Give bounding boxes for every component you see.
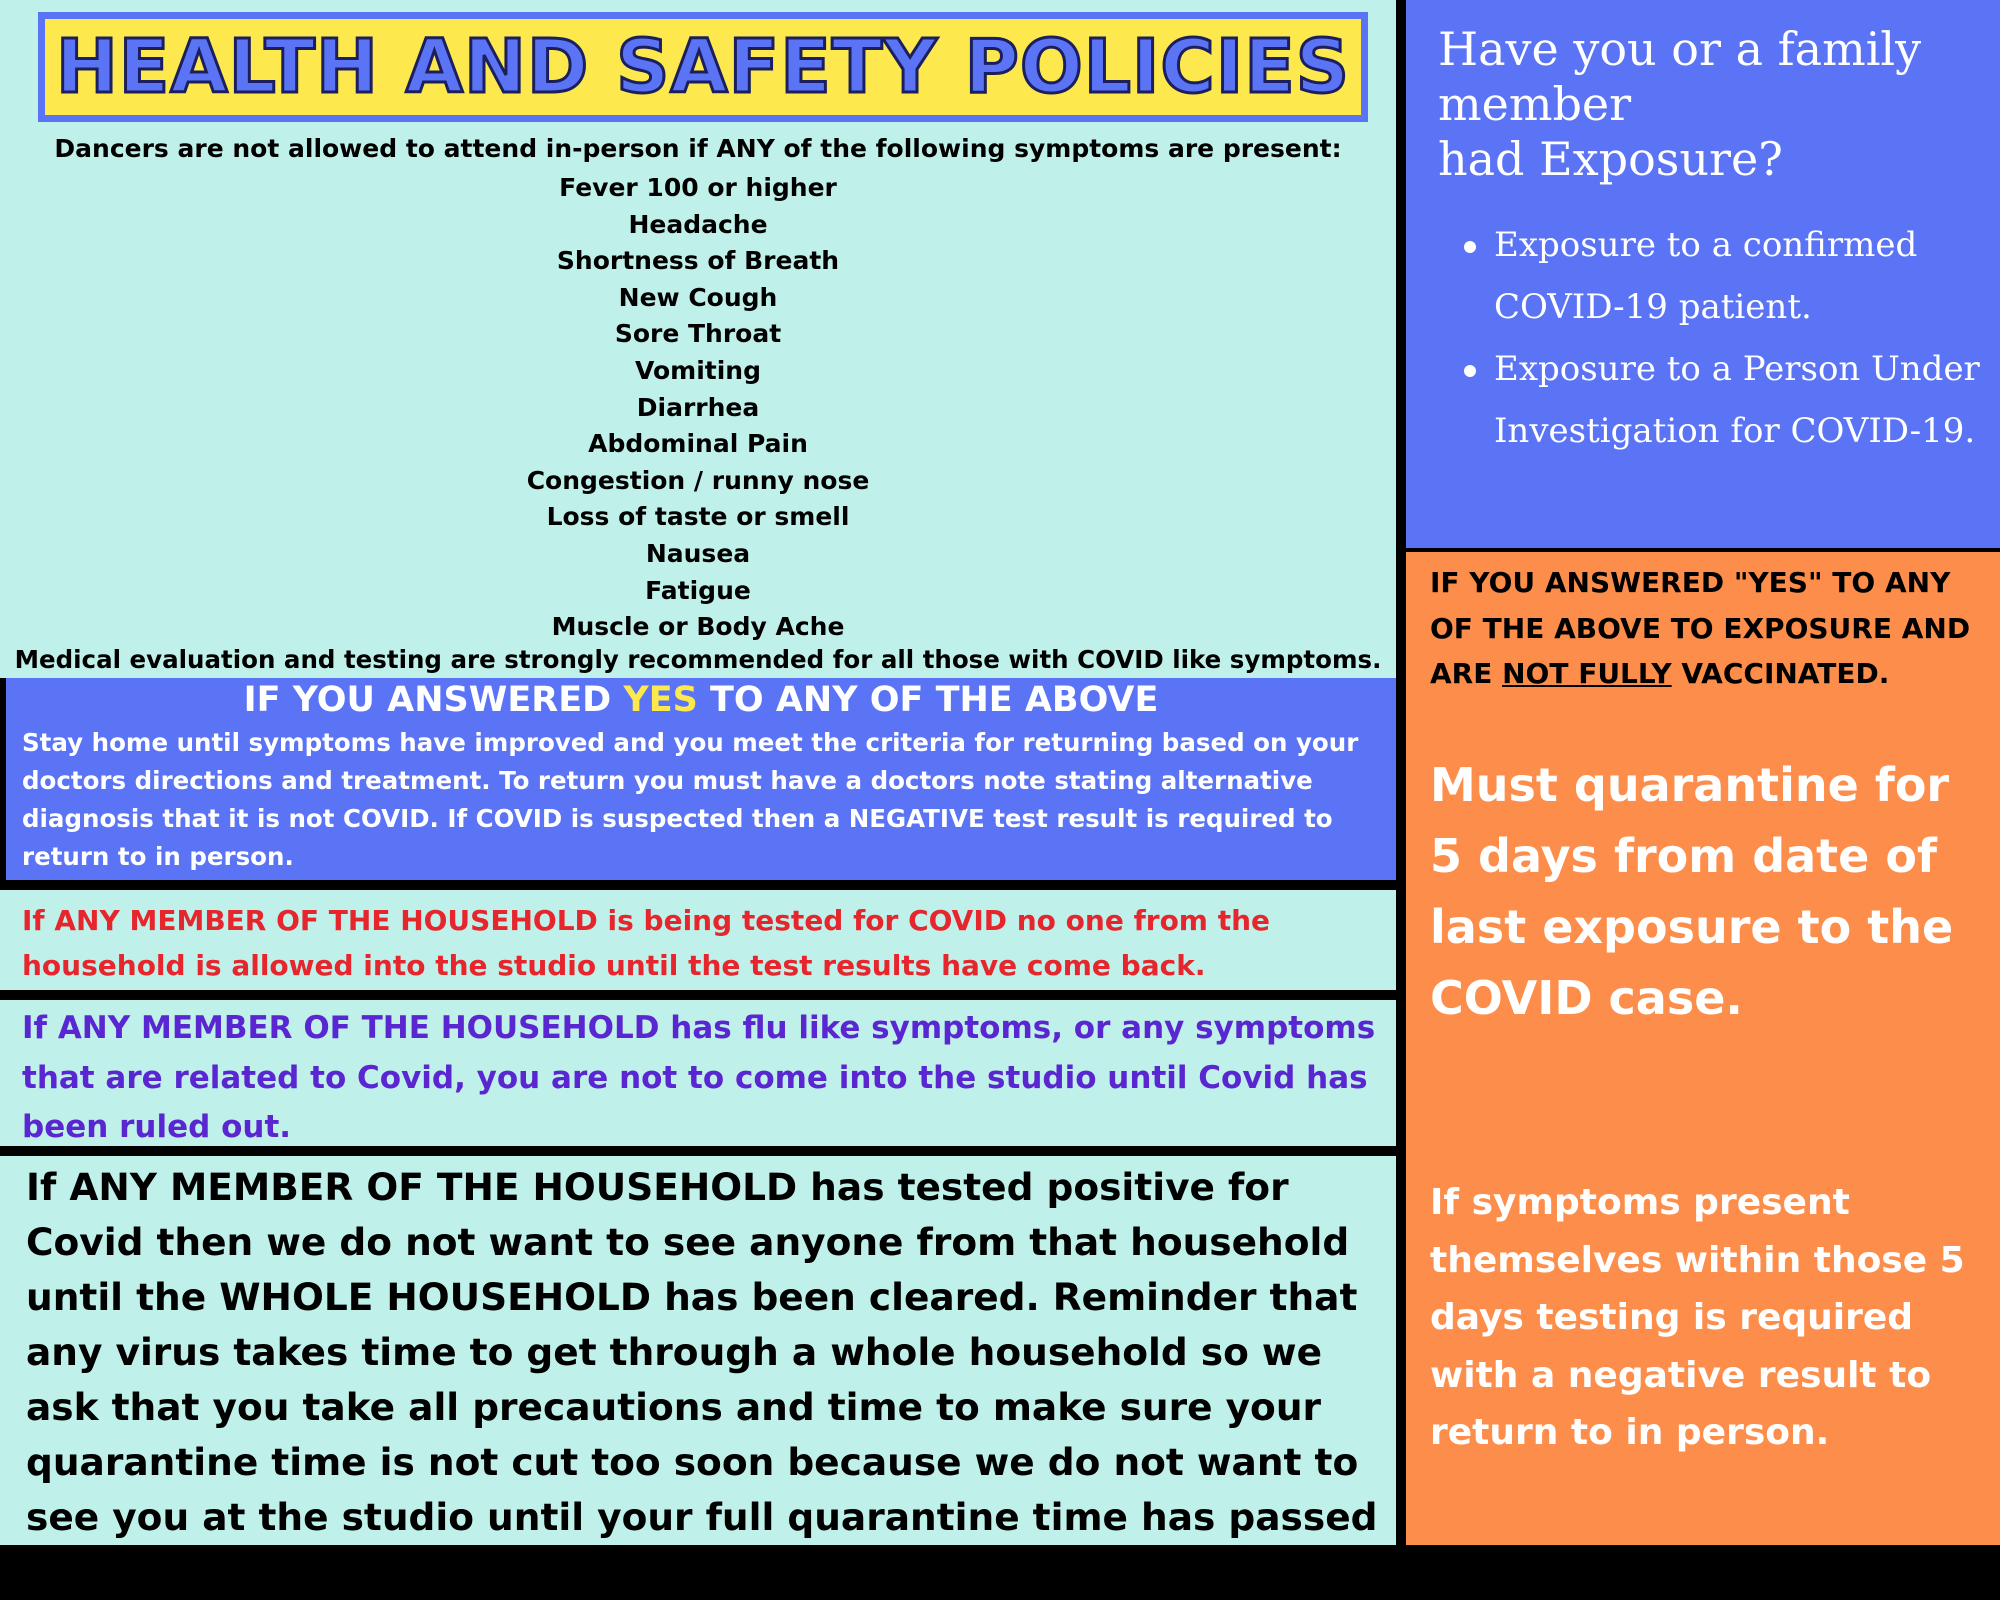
symptom-item: Shortness of Breath xyxy=(556,246,840,276)
exposure-heading-line1: Have you or a family member xyxy=(1438,22,1922,131)
quarantine-heading-before: IF YOU ANSWERED "YES" TO ANY OF THE ABOVE TO EXPOSURE AND ARE xyxy=(1430,566,1971,690)
symptom-item: Loss of taste or smell xyxy=(546,502,850,532)
quarantine-followup-text: If symptoms present themselves within those 5 days testing is required with a negative result to return to in person. xyxy=(1430,1182,1965,1453)
symptoms-intro: Dancers are not allowed to attend in-person if ANY of the following symptoms are present: xyxy=(54,134,1342,163)
quarantine-panel xyxy=(1406,552,2000,1545)
exposure-heading xyxy=(1438,22,1988,187)
household-positive-panel xyxy=(0,1156,1396,1594)
household-testing-panel xyxy=(0,890,1396,990)
symptom-item: Vomiting xyxy=(635,355,761,385)
yes-answer-panel xyxy=(6,678,1396,880)
yes-answer-body: Stay home until symptoms have improved and you meet the criteria for returning based on your doctors directions and treatment. To return you must have a doctors note stating alternative diagnosis that it is not COVID. If COVID is suspected then a NEGATIVE test result is required to return to in person. xyxy=(22,728,1359,871)
symptom-item: Muscle or Body Ache xyxy=(551,612,845,642)
exposure-panel xyxy=(1406,0,2000,548)
yes-heading-after: TO ANY OF THE ABOVE xyxy=(697,680,1159,720)
symptom-item: Nausea xyxy=(645,538,751,568)
medical-note: Medical evaluation and testing are strongly recommended for all those with COVID like symptoms. xyxy=(14,645,1382,674)
quarantine-heading xyxy=(1430,560,1990,697)
household-testing-text: If ANY MEMBER OF THE HOUSEHOLD is being tested for COVID no one from the household is allowed into the studio until the test results have come back. xyxy=(22,904,1271,982)
title-banner xyxy=(38,12,1368,122)
exposure-item: Exposure to a confirmed COVID-19 patient. xyxy=(1494,214,1994,338)
symptom-item: Fever 100 or higher xyxy=(559,173,837,202)
symptoms-panel xyxy=(0,0,1396,678)
quarantine-heading-after: VACCINATED. xyxy=(1671,657,1890,690)
symptom-item: New Cough xyxy=(618,282,778,312)
symptom-item: Congestion / runny nose xyxy=(526,465,870,495)
symptom-item: Sore Throat xyxy=(614,319,782,349)
yes-answer-heading xyxy=(6,680,1396,720)
household-positive-text: If ANY MEMBER OF THE HOUSEHOLD has tested positive for Covid then we do not want to see anyone from that household until the WHOLE HOUSEHOLD has been cleared. Reminder that any virus takes time to get through a whole household so we ask that you take all precautions and time to make sure your quarantine time is not cut too soon because we do not want to see you at the studio until your full quarantine time has passed for the household. xyxy=(26,1165,1378,1594)
exposure-item: Exposure to a Person Under Investigation for COVID-19. xyxy=(1494,338,1994,462)
symptom-item: Abdominal Pain xyxy=(588,429,808,459)
quarantine-main-text: Must quarantine for 5 days from date of last exposure to the COVID case. xyxy=(1430,758,1954,1025)
page-title: HEALTH AND SAFETY POLICIES xyxy=(55,24,1351,110)
household-flu-text: If ANY MEMBER OF THE HOUSEHOLD has flu like symptoms, or any symptoms that are related to Covid, you are not to come into the studio until Covid has been ruled out. xyxy=(22,1010,1376,1145)
exposure-list xyxy=(1494,214,1994,462)
quarantine-heading-underlined: NOT FULLY xyxy=(1502,657,1672,690)
symptom-item: Fatigue xyxy=(645,575,751,605)
yes-highlight: YES xyxy=(623,680,698,720)
exposure-heading-line2: had Exposure? xyxy=(1438,132,1783,186)
household-flu-panel xyxy=(0,1000,1396,1146)
symptom-item: Headache xyxy=(628,209,768,239)
symptom-list xyxy=(0,170,1396,646)
yes-heading-before: IF YOU ANSWERED xyxy=(243,680,624,720)
symptom-item: Diarrhea xyxy=(636,392,760,422)
